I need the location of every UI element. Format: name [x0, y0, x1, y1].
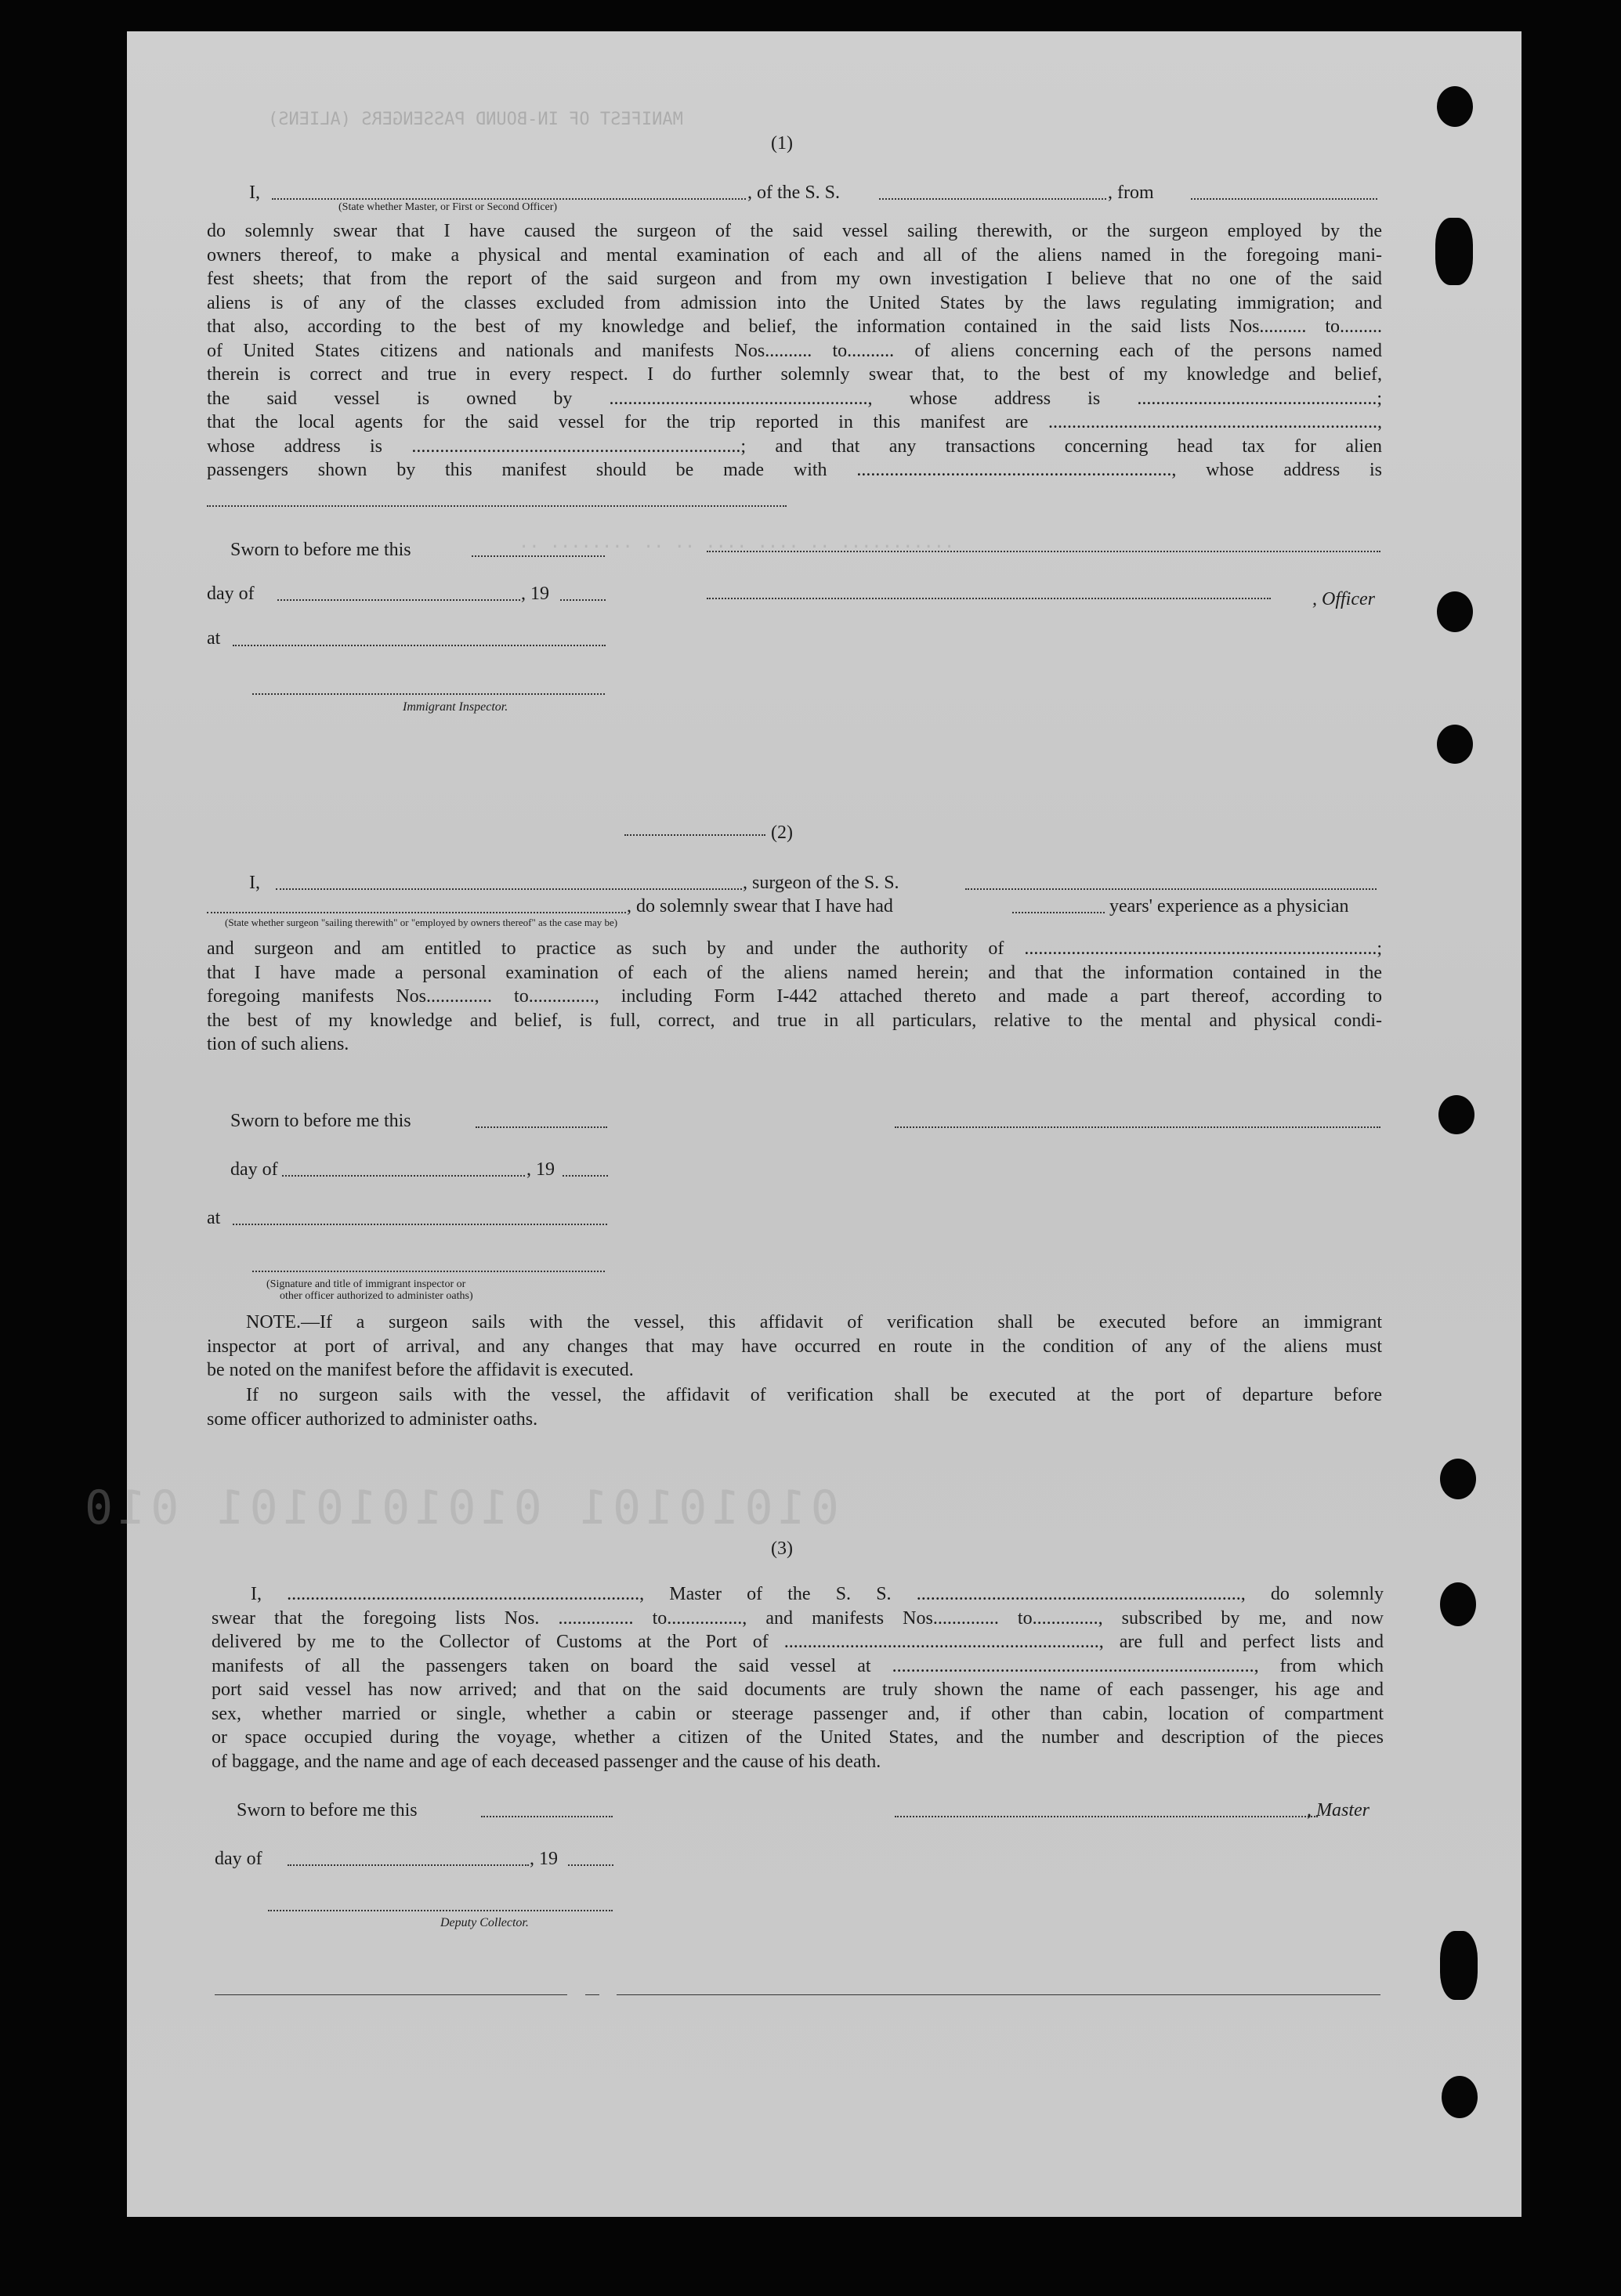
- binder-hole: [1437, 86, 1473, 127]
- inspector-caption: Immigrant Inspector.: [403, 700, 508, 714]
- para-line: passengers shown by this manifest should be made with ..................................................................., whose address is: [207, 460, 1382, 480]
- section-2-i: I,: [249, 873, 260, 893]
- binder-hole: [1435, 218, 1473, 285]
- para-line: whose address is ......................................................................; and that any transactions concerning head tax for alien: [207, 436, 1382, 457]
- bleed-through-text: .. ........ .. .. .... .... .. ...........: [519, 533, 955, 552]
- day-of-label: day of: [207, 584, 255, 604]
- para-line: do solemnly swear that I have caused the surgeon of the said vessel sailing therewith, or the surgeon employed by the: [207, 221, 1382, 241]
- para-line: port said vessel has now arrived; and that on the said documents are truly shown the name of each passenger, his age and: [212, 1680, 1384, 1700]
- swear-label: , do solemnly swear that I have had: [627, 896, 893, 917]
- at-field[interactable]: [233, 645, 606, 646]
- at-label: at: [207, 1208, 221, 1228]
- para-line: aliens is of any of the classes excluded from admission into the United States by the laws regulating immigration; and: [207, 292, 1382, 313]
- note-paragraph: [207, 1311, 1382, 1383]
- surgeon-of-label: , surgeon of the S. S.: [743, 873, 899, 893]
- sworn-label: Sworn to before me this: [230, 540, 411, 560]
- officer-name-field[interactable]: [272, 198, 746, 200]
- section-1-marker: (1): [771, 133, 793, 154]
- sworn-date-field[interactable]: [476, 1126, 607, 1128]
- para-line: tion of such aliens.: [207, 1034, 349, 1054]
- bottom-rule-left: [215, 1994, 567, 1995]
- day-of-field[interactable]: [288, 1864, 529, 1866]
- para-line: be noted on the manifest before the affidavit is executed.: [207, 1360, 634, 1380]
- ship-name-field[interactable]: [879, 198, 1106, 200]
- para-line: I, ..........................................................................., Master of the S. S. ....................................................................., do solemnly: [251, 1584, 1384, 1604]
- officer-label: , Officer: [1312, 589, 1375, 609]
- years-field[interactable]: [1012, 912, 1105, 913]
- para-line: inspector at port of arrival, and any changes that may have occurred en route in the condition of any of the aliens must: [207, 1336, 1382, 1357]
- sworn-label: Sworn to before me this: [230, 1111, 411, 1131]
- para-line: the best of my knowledge and belief, is full, correct, and true in all particulars, relative to the mental and physical condi-: [207, 1010, 1382, 1031]
- surgeon-ship-field[interactable]: [965, 888, 1377, 890]
- para-line: that also, according to the best of my knowledge and belief, the information contained in the said lists Nos.......... to.........: [207, 316, 1382, 337]
- signature-note-2: other officer authorized to administer oaths): [280, 1290, 473, 1302]
- collector-caption: Deputy Collector.: [440, 1916, 529, 1929]
- section-1-oath-paragraph: [207, 219, 1382, 483]
- inspector-signature-field[interactable]: [252, 693, 605, 695]
- at-field[interactable]: [233, 1224, 607, 1225]
- para-line: foregoing manifests Nos.............. to.............., including Form I-442 attached thereto and made a part thereof, according to: [207, 986, 1382, 1007]
- year-field[interactable]: [560, 599, 606, 601]
- from-label: , from: [1108, 183, 1154, 203]
- para-line: If no surgeon sails with the vessel, the affidavit of verification shall be executed at the port of departure before: [246, 1385, 1382, 1405]
- binder-hole: [1440, 1582, 1476, 1626]
- para-line: and surgeon and am entitled to practice as such by and under the authority of ...........................................................................;: [207, 938, 1382, 959]
- para-line: owners thereof, to make a physical and mental examination of each and all of the aliens named in the foregoing mani-: [207, 244, 1382, 266]
- para-line: of United States citizens and nationals and manifests Nos.......... to.......... of aliens concerning each of the persons named: [207, 340, 1382, 361]
- para-line: that I have made a personal examination of each of the aliens named herein; and that the information contained in the: [207, 962, 1382, 983]
- of-the-ss-label: , of the S. S.: [747, 183, 841, 203]
- section-2-oath-paragraph: [207, 937, 1382, 1057]
- day-of-field[interactable]: [282, 1175, 525, 1177]
- para-line: manifests of all the passengers taken on board the said vessel at ............................................................................., from which: [212, 1655, 1384, 1676]
- para-line: delivered by me to the Collector of Customs at the Port of ..................................................................., are full and perfect lists and: [212, 1632, 1384, 1652]
- binder-hole: [1437, 591, 1473, 632]
- bottom-rule-dash: [585, 1994, 599, 1995]
- document-page: [80, 31, 1521, 2217]
- binder-hole: [1442, 2076, 1478, 2118]
- at-label: at: [207, 628, 221, 649]
- master-label: , Master: [1307, 1800, 1370, 1821]
- para-line: NOTE.—If a surgeon sails with the vessel, this affidavit of verification shall be executed before an immigrant: [246, 1312, 1382, 1332]
- sworn-date-field[interactable]: [481, 1816, 613, 1817]
- bleed-through-text: MANIFEST OF IN-BOUND PASSENGERS (ALIENS): [268, 110, 683, 129]
- from-field[interactable]: [1191, 198, 1377, 200]
- bottom-rule-right: [617, 1994, 1380, 1995]
- surgeon-note: (State whether surgeon "sailing therewith" or "employed by owners thereof" as the case may be): [225, 917, 618, 928]
- note-2-paragraph: [207, 1383, 1382, 1431]
- surgeon-name-field[interactable]: [276, 888, 742, 890]
- collector-signature-field[interactable]: [268, 1910, 613, 1911]
- sworn-date-field[interactable]: [472, 555, 605, 557]
- para-line: of baggage, and the name and age of each deceased passenger and the cause of his death.: [212, 1751, 881, 1772]
- signature-note-1: (Signature and title of immigrant inspector or: [266, 1278, 466, 1290]
- section-3-oath-paragraph: [212, 1582, 1384, 1774]
- section-1-i: I,: [249, 183, 260, 203]
- year-label: , 19: [526, 1159, 555, 1180]
- binder-hole: [1438, 1095, 1474, 1134]
- binder-hole: [1437, 725, 1473, 764]
- year-label: , 19: [521, 584, 549, 604]
- day-of-label: day of: [215, 1849, 262, 1869]
- para-line: that the local agents for the said vessel for the trip reported in this manifest are ......................................................................,: [207, 412, 1382, 432]
- year-field[interactable]: [563, 1175, 608, 1177]
- inspector-signature-field[interactable]: [252, 1271, 605, 1272]
- day-of-label: day of: [230, 1159, 278, 1180]
- years-experience-label: years' experience as a physician: [1109, 896, 1349, 917]
- para-line: or space occupied during the voyage, whether a citizen of the United States, and the number and description of the pieces: [212, 1727, 1384, 1748]
- surgeon-type-field[interactable]: [207, 912, 626, 913]
- sworn-label: Sworn to before me this: [237, 1800, 418, 1821]
- master-note: (State whether Master, or First or Second Officer): [338, 201, 558, 213]
- para-line: fest sheets; that from the report of the said surgeon and from my own investigation I believe that no one of the said: [207, 269, 1382, 289]
- section-3-marker: (3): [771, 1539, 793, 1559]
- year-label: , 19: [530, 1849, 558, 1869]
- binder-hole: [1440, 1931, 1478, 2000]
- section-2-rule: [624, 834, 765, 836]
- section-2-marker: (2): [771, 823, 793, 843]
- bleed-through-text: 01010101 0101010101 010: [80, 1481, 839, 1535]
- officer-signature-line-2[interactable]: [707, 598, 1271, 599]
- head-tax-address-field[interactable]: [207, 505, 787, 507]
- para-line: swear that the foregoing lists Nos. ................ to................, and manifests Nos.............. to.............., subscribed by me, and now: [212, 1607, 1384, 1629]
- day-of-field[interactable]: [277, 599, 520, 601]
- para-line: therein is correct and true in every respect. I do further solemnly swear that, to the best of my knowledge and belief,: [207, 364, 1382, 385]
- officer-signature-line-1[interactable]: [707, 551, 1380, 552]
- para-line: some officer authorized to administer oaths.: [207, 1408, 538, 1430]
- master-signature-field[interactable]: [895, 1816, 1318, 1817]
- para-line: sex, whether married or single, whether a cabin or steerage passenger and, if other than cabin, location of compartment: [212, 1703, 1384, 1724]
- surgeon-signature-field[interactable]: [895, 1126, 1380, 1128]
- year-field[interactable]: [568, 1864, 613, 1866]
- para-line: the said vessel is owned by ......................................................., whose address is ...................................................;: [207, 388, 1382, 409]
- binder-hole: [1440, 1459, 1476, 1499]
